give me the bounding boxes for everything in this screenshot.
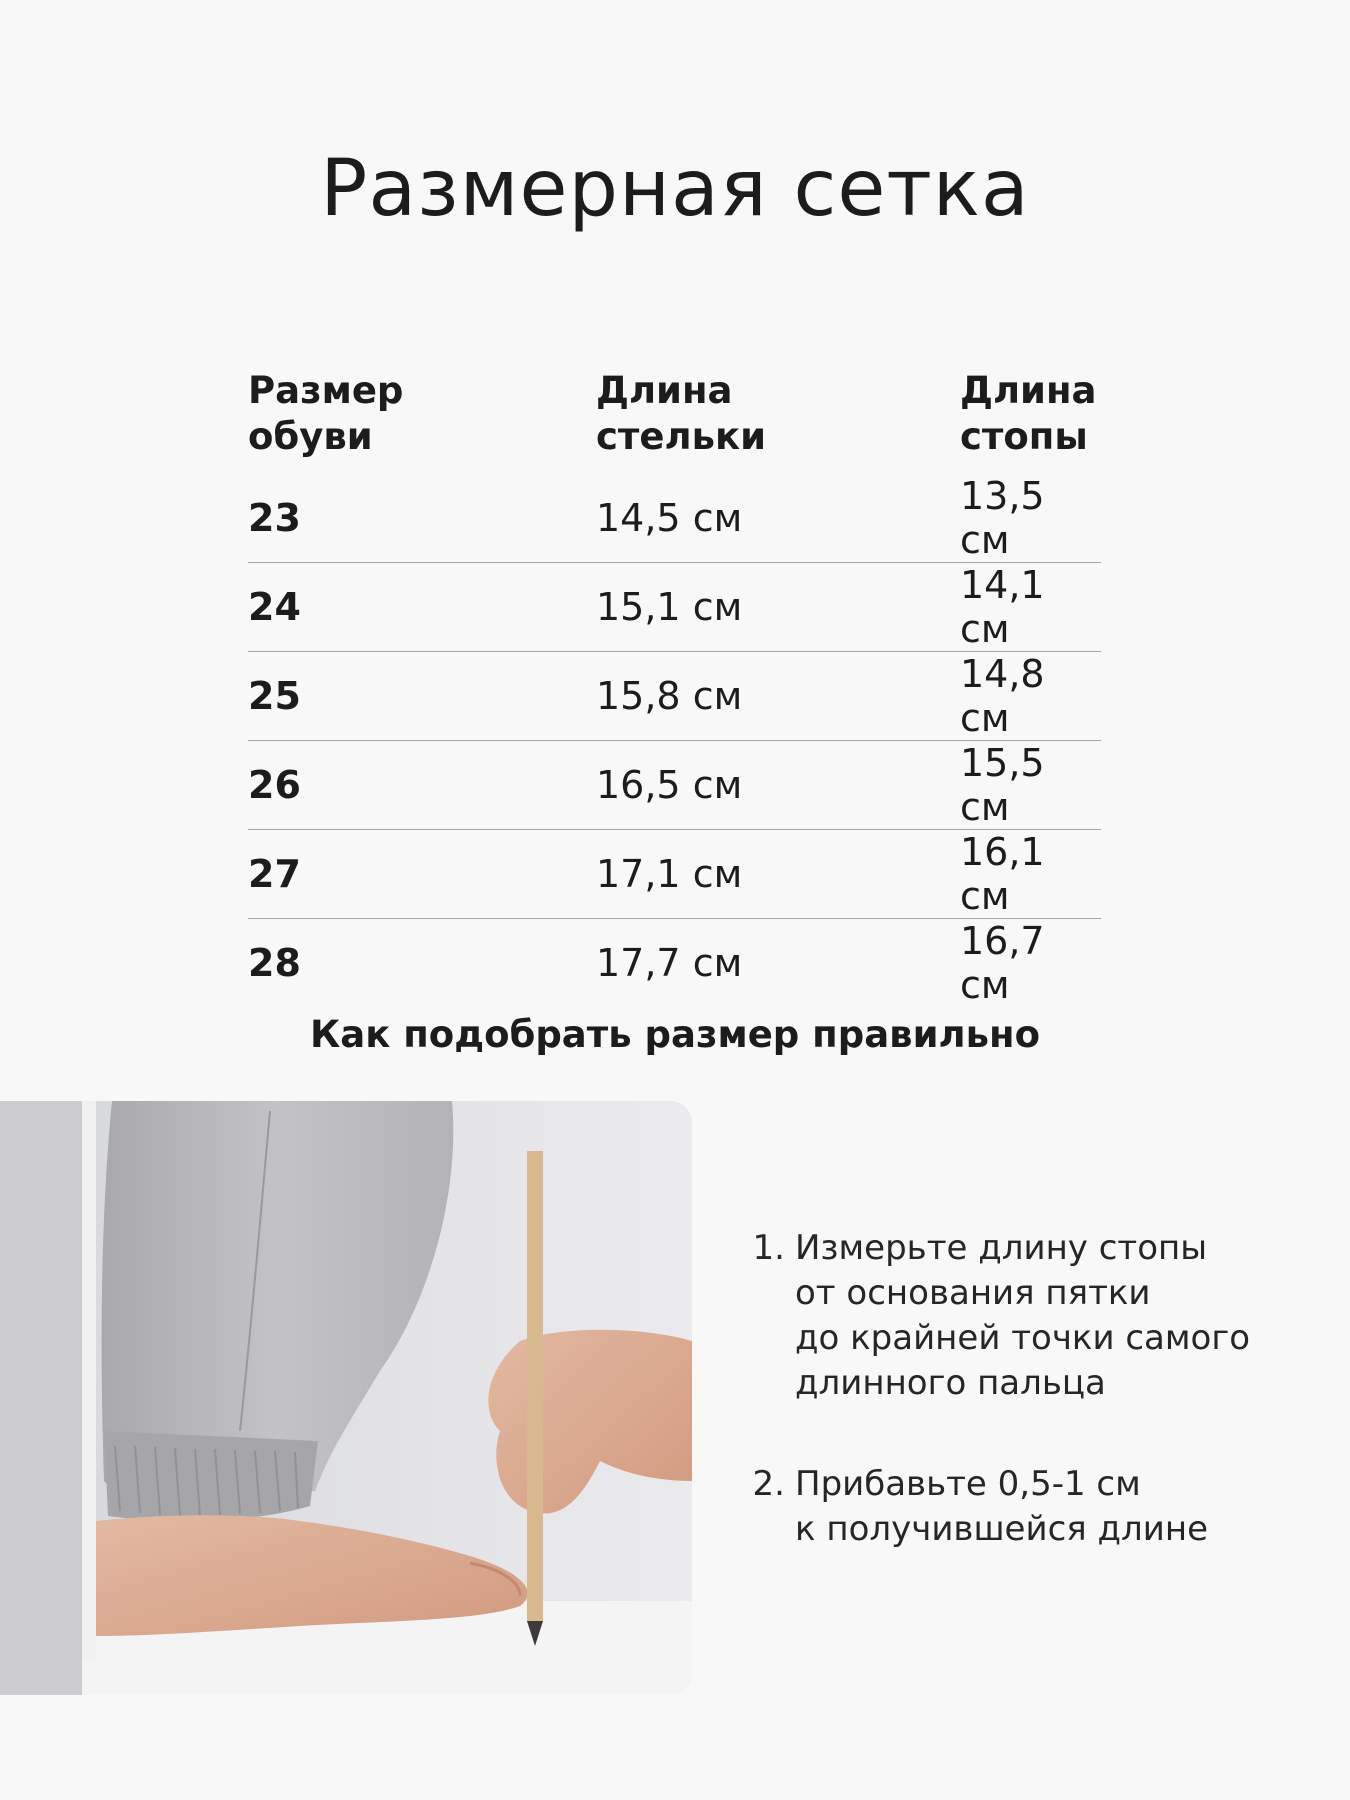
cell-size: 24 (248, 563, 596, 652)
table-header-row (248, 368, 1101, 474)
instruction-steps (745, 1226, 1325, 1608)
step-text-line: длинного пальца (795, 1363, 1106, 1403)
header-insole-length (596, 368, 960, 474)
step-text-line: к получившейся длине (795, 1509, 1209, 1549)
cell-size: 28 (248, 919, 596, 1008)
header-line: Размер (248, 369, 404, 412)
cell-foot: 15,5 см (960, 741, 1101, 830)
step-number: 2. (752, 1464, 785, 1504)
step-text-line: от основания пятки (795, 1273, 1151, 1313)
table-row (248, 741, 1101, 830)
cell-foot: 13,5 см (960, 474, 1045, 562)
cell-insole: 14,5 см (596, 496, 743, 540)
step-text-line: до крайней точки самого (795, 1318, 1250, 1358)
cell-insole: 15,8 см (596, 652, 960, 741)
cell-foot: 16,1 см (960, 830, 1101, 919)
table-row (248, 919, 1101, 1008)
table-row (248, 563, 1101, 652)
cell-foot: 14,8 см (960, 652, 1101, 741)
step-text-line: Прибавьте 0,5-1 см (795, 1464, 1141, 1504)
table-row (248, 474, 1101, 563)
cell-size: 25 (248, 652, 596, 741)
header-line: стопы (960, 415, 1088, 458)
header-line: обуви (248, 415, 373, 458)
table-row (248, 830, 1101, 919)
table-row (248, 652, 1101, 741)
step-item (745, 1226, 1325, 1406)
header-line: стельки (596, 415, 767, 458)
step-number: 1. (752, 1228, 785, 1268)
step-text-line: Измерьте длину стопы (795, 1228, 1208, 1268)
header-shoe-size (248, 368, 596, 474)
how-to-title: Как подобрать размер правильно (310, 1013, 1040, 1056)
header-foot-length (960, 368, 1101, 474)
cell-size: 23 (248, 496, 301, 540)
step-item (745, 1462, 1325, 1552)
header-line: Длина (960, 369, 1097, 412)
cell-size: 27 (248, 830, 596, 919)
size-table (248, 368, 1101, 1007)
foot-measuring-photo (0, 1101, 692, 1695)
cell-insole: 15,1 см (596, 563, 960, 652)
page-title: Размерная сетка (320, 144, 1030, 234)
cell-insole: 17,1 см (596, 830, 960, 919)
cell-foot: 14,1 см (960, 563, 1101, 652)
cell-insole: 17,7 см (596, 919, 960, 1008)
header-line: Длина (596, 369, 733, 412)
cell-size: 26 (248, 741, 596, 830)
cell-insole: 16,5 см (596, 741, 960, 830)
cell-foot: 16,7 см (960, 919, 1101, 1008)
